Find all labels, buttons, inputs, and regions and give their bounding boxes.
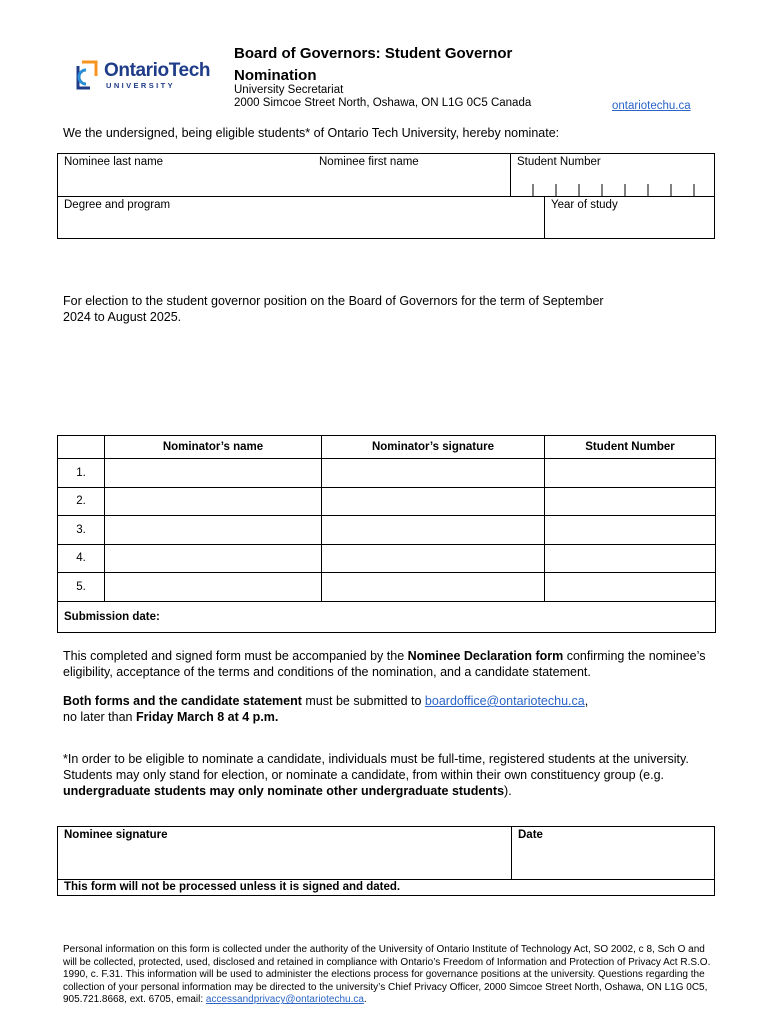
header-student-number: Student Number	[545, 436, 716, 459]
row-number: 1.	[58, 459, 105, 488]
table-row	[58, 487, 716, 516]
election-term-text: For election to the student governor position on the Board of Governors for the term of September 2024 to August 2025.	[63, 294, 604, 324]
nominator-signature-cell[interactable]	[322, 459, 545, 488]
nominator-name-cell[interactable]	[105, 573, 322, 602]
signature-divider-horizontal	[57, 879, 715, 880]
submission-instructions: Both forms and the candidate statement must be submitted to boardoffice@ontariotechu.ca, no later than Friday March 8 at 4 p.m.	[63, 694, 589, 724]
signature-date-field[interactable]: Date	[518, 829, 543, 841]
nominator-name-cell[interactable]	[105, 544, 322, 573]
website-link[interactable]: ontariotechu.ca	[612, 100, 691, 112]
row-number: 3.	[58, 516, 105, 545]
submission-row	[58, 601, 716, 632]
table-row	[58, 573, 716, 602]
nominator-signature-cell[interactable]	[322, 544, 545, 573]
form-title: Board of Governors: Student Governor Nomination	[234, 45, 513, 84]
nominee-first-name-field[interactable]: Nominee first name	[319, 156, 419, 168]
processing-notice: This form will not be processed unless it is signed and dated.	[64, 881, 401, 893]
declaration-instructions: This completed and signed form must be accompanied by the Nominee Declaration form confirming the nominee’s eligibility, acceptance of the terms and conditions of the nomination, and a candidate statement.	[63, 649, 706, 679]
nominator-student-number-cell[interactable]	[545, 573, 716, 602]
degree-program-field[interactable]: Degree and program	[64, 199, 171, 211]
year-of-study-field[interactable]: Year of study	[551, 199, 618, 211]
nominator-student-number-cell[interactable]	[545, 487, 716, 516]
header-nominator-name: Nominator’s name	[105, 436, 322, 459]
eligibility-note: *In order to be eligible to nominate a candidate, individuals must be full-time, registered students at the university. Students may only stand for election, or nominate a candidate, from within their own constituency group (e.g. undergraduate students may only nominate other undergraduate students).	[63, 752, 689, 798]
privacy-email-link[interactable]: accessandprivacy@ontariotechu.ca	[205, 994, 364, 1006]
nominator-name-cell[interactable]	[105, 459, 322, 488]
student-number-digit-boxes[interactable]	[510, 182, 715, 196]
submission-date-field[interactable]: Submission date:	[58, 601, 716, 632]
table-row	[58, 516, 716, 545]
logo-subtitle: UNIVERSITY	[106, 81, 176, 90]
signature-divider-vertical	[511, 826, 512, 879]
nominee-signature-field[interactable]: Nominee signature	[64, 829, 168, 841]
board-office-email-link[interactable]: boardoffice@ontariotechu.ca	[424, 694, 585, 708]
nominator-name-cell[interactable]	[105, 487, 322, 516]
header-nominator-signature: Nominator’s signature	[322, 436, 545, 459]
nominee-divider-horizontal	[57, 196, 715, 197]
year-divider-vertical	[544, 196, 545, 239]
nominator-student-number-cell[interactable]	[545, 459, 716, 488]
nominator-signature-cell[interactable]	[322, 573, 545, 602]
secretariat-address: University Secretariat 2000 Simcoe Street North, Oshawa, ON L1G 0C5 Canada	[234, 84, 532, 109]
table-row	[58, 459, 716, 488]
table-header-row	[58, 436, 716, 459]
nominator-name-cell[interactable]	[105, 516, 322, 545]
privacy-notice: Personal information on this form is collected under the authority of the University of Ontario Institute of Technology Act, SO 2002, c 8, Sch O and will be collected, protected, used, disclosed and retained in compliance with Ontario’s Freedom of Information and Protection of Privacy Act R.S.O. 1990, c. F.31. This information will be used to administer the elections process for governance positions at the university. Questions regarding the collection of your personal information may be directed to the university’s Chief Privacy Officer, 2000 Simcoe Street North, Oshawa, ON L1G 0C5, 905.721.8668, ext. 6705, email: accessandprivacy@ontariotechu.ca.	[63, 944, 711, 1006]
intro-text: We the undersigned, being eligible students* of Ontario Tech University, hereby nominate:	[63, 126, 560, 140]
nominator-signature-cell[interactable]	[322, 487, 545, 516]
nominator-signature-cell[interactable]	[322, 516, 545, 545]
logo-wordmark: OntarioTech	[104, 60, 211, 81]
nominator-student-number-cell[interactable]	[545, 516, 716, 545]
nominator-table	[57, 435, 716, 633]
table-header-blank	[58, 436, 105, 459]
student-number-field[interactable]: Student Number	[517, 156, 601, 168]
row-number: 4.	[58, 544, 105, 573]
row-number: 5.	[58, 573, 105, 602]
table-row	[58, 544, 716, 573]
row-number: 2.	[58, 487, 105, 516]
nominator-student-number-cell[interactable]	[545, 544, 716, 573]
nominee-last-name-field[interactable]: Nominee last name	[64, 156, 164, 168]
